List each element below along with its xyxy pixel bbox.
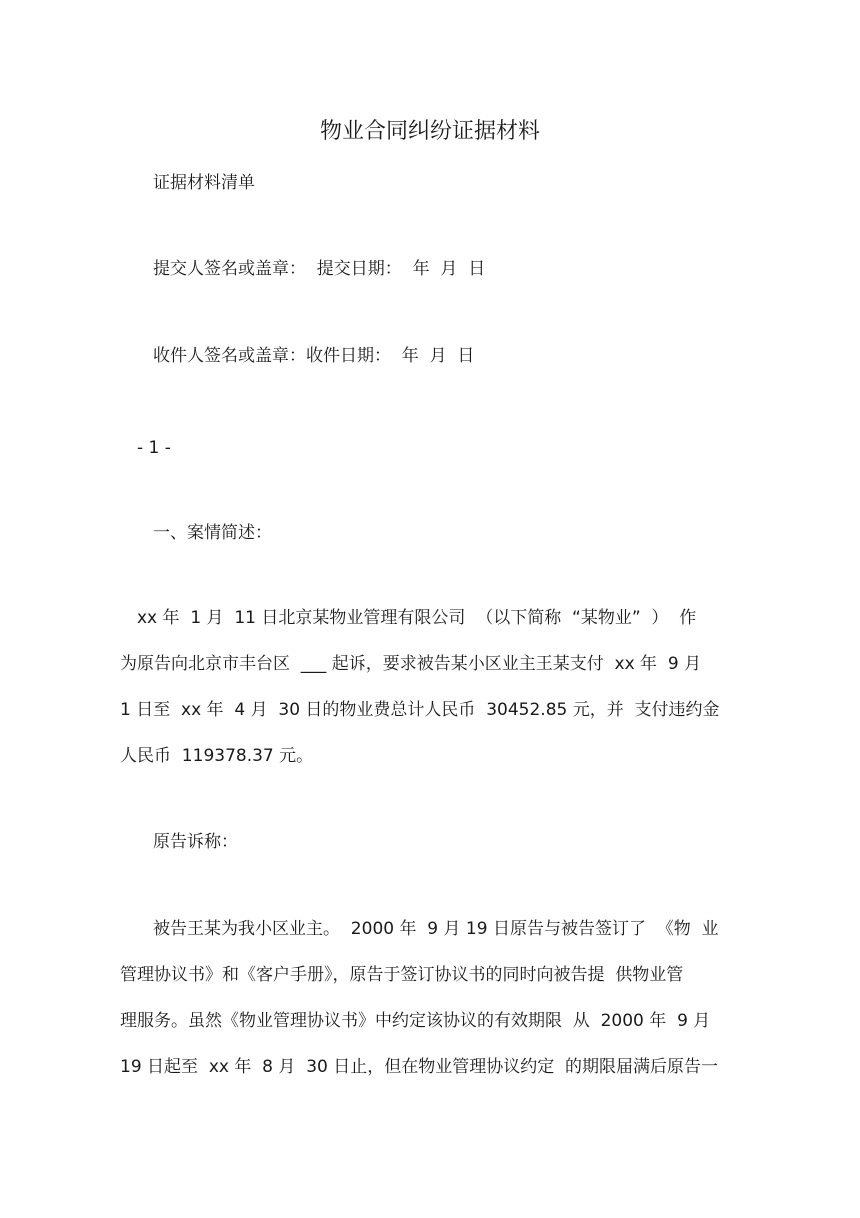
- submitter-signature-line: 提交人签名或盖章： 提交日期： 年 月 日: [153, 259, 486, 279]
- case-summary-paragraph: [120, 607, 740, 767]
- case-summary-line: 人民币 119378.37 元。: [120, 746, 314, 766]
- evidence-list-heading: 证据材料清单: [153, 173, 255, 193]
- plaintiff-claim-paragraph: [120, 918, 740, 1078]
- case-summary-line: 为原告向北京市丰台区 ___ 起诉，要求被告某小区业主王某支付 xx 年 9 月: [120, 654, 702, 674]
- section-heading-case-summary: 一、案情简述：: [153, 523, 272, 543]
- plaintiff-claim-line: 理服务。虽然《物业管理协议书》中约定该协议的有效期限 从 2000 年 9 月: [120, 1011, 711, 1031]
- plaintiff-claim-line: 管理协议书》和《客户手册》，原告于签订协议书的同时向被告提 供物业管: [120, 965, 684, 985]
- plaintiff-claim-line: 被告王某为我小区业主。 2000 年 9 月 19 日原告与被告签订了 《物 业: [153, 919, 719, 939]
- plaintiff-claim-line: 19 日起至 xx 年 8 月 30 日止，但在物业管理协议约定 的期限届满后原告一: [120, 1057, 719, 1077]
- document-title: 物业合同纠纷证据材料: [319, 119, 540, 144]
- page-number: - 1 -: [137, 438, 171, 458]
- plaintiff-claim-heading: 原告诉称：: [153, 832, 238, 852]
- receiver-signature-line: 收件人签名或盖章：收件日期： 年 月 日: [153, 346, 475, 366]
- case-summary-line: 1 日至 xx 年 4 月 30 日的物业费总计人民币 30452.85 元，并 支付违约金: [120, 700, 720, 720]
- case-summary-line: xx 年 1 月 11 日北京某物业管理有限公司 （以下简称 “某物业” ） 作: [137, 608, 697, 628]
